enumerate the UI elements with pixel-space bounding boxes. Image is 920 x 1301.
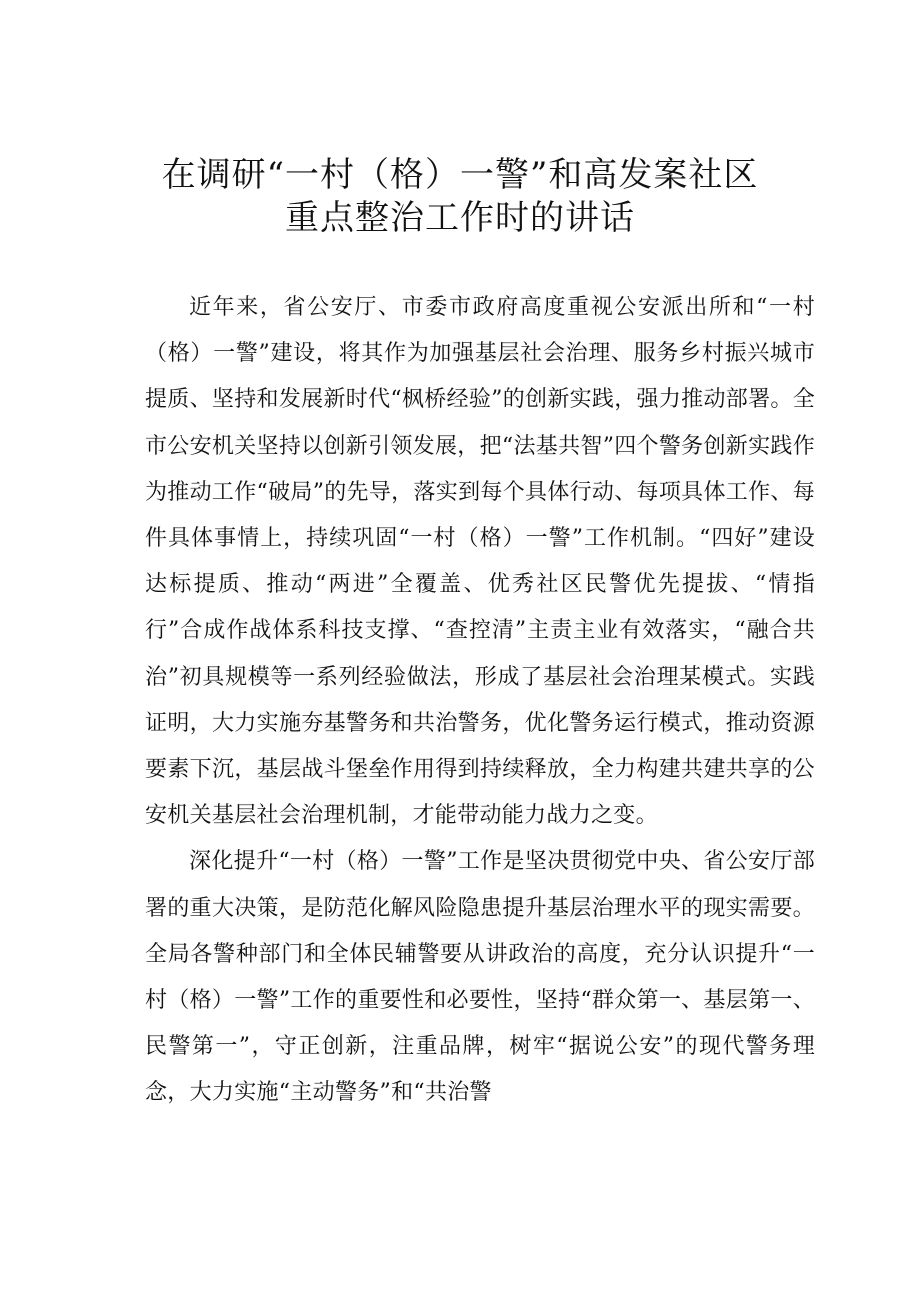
document-body <box>145 285 815 1117</box>
paragraph-1: 近年来，省公安厅、市委市政府高度重视公安派出所和“一村（格）一警”建设，将其作为加强基层社会治理、服务乡村振兴城市提质、坚持和发展新时代“枫桥经验”的创新实践，强力推动部署。全市公安机关坚持以创新引领发展，把“法基共智”四个警务创新实践作为推动工作“破局”的先导，落实到每个具体行动、每项具体工作、每件具体事情上，持续巩固“一村（格）一警”工作机制。“四好”建设达标提质、推动“两进”全覆盖、优秀社区民警优先提拔、“情指行”合成作战体系科技支撑、“查控清”主责主业有效落实，“融合共治”初具规模等一系列经验做法，形成了基层社会治理某模式。实践证明，大力实施夯基警务和共治警务，优化警务运行模式，推动资源要素下沉，基层战斗堡垒作用得到持续释放，全力构建共建共享的公安机关基层社会治理机制，才能带动能力战力之变。 <box>145 295 815 829</box>
document-title-line-1: 在调研“一村（格）一警”和高发案社区 <box>161 155 759 195</box>
paragraph-2: 深化提升“一村（格）一警”工作是坚决贯彻党中央、省公安厅部署的重大决策，是防范化解风险隐患提升基层治理水平的现实需要。全局各警种部门和全体民辅警要从讲政治的高度，充分认识提升“一村（格）一警”工作的重要性和必要性，坚持“群众第一、基层第一、民警第一”，守正创新，注重品牌，树牢“据说公安”的现代警务理念，大力实施“主动警务”和“共治警 <box>145 849 815 1106</box>
document-title-line-2: 重点整治工作时的讲话 <box>285 198 635 238</box>
